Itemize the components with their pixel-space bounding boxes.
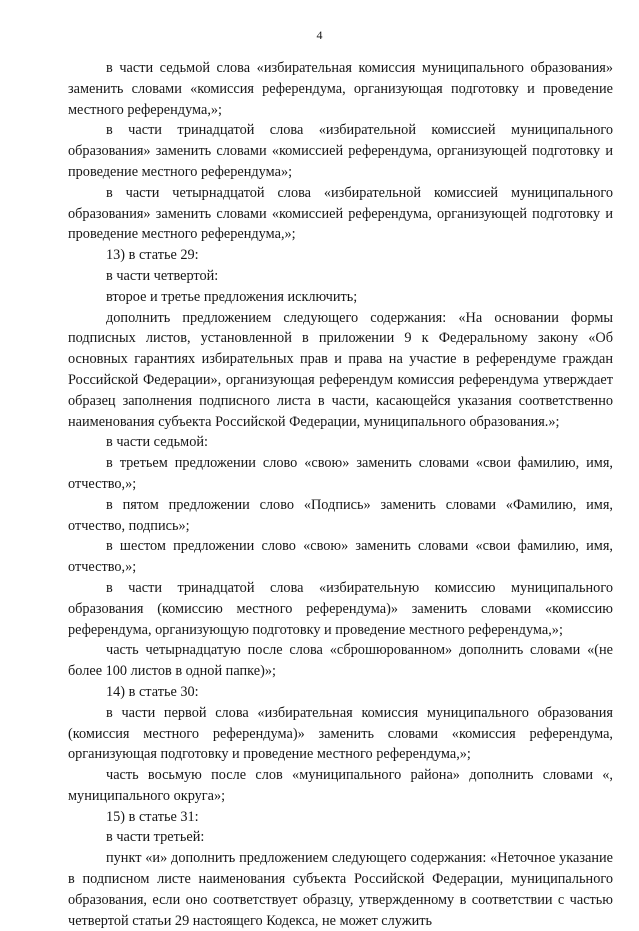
paragraph: в третьем предложении слово «свою» заменить словами «свои фамилию, имя, отчество,»; <box>68 455 613 492</box>
paragraph: 15) в статье 31: <box>106 808 199 825</box>
paragraph: дополнить предложением следующего содержания: «На основании формы подписных листов, установленной в приложении 9 к Федеральному закону «Об основных гарантиях избирательных прав и права на участие в референдуме граждан Российской Федерации», организующая референдум комиссия референдума утверждает образец заполнения подписного листа в части, касающейся указания соответственно наименования субъекта Российской Федерации, муниципального образования.»; <box>68 309 613 430</box>
paragraph: в части третьей: <box>106 829 205 846</box>
paragraph: часть четырнадцатую после слова «сброшюрованном» дополнить словами «(не более 100 листов в одной папке)»; <box>68 642 613 680</box>
paragraph: в пятом предложении слово «Подпись» заменить словами «Фамилию, имя, отчество, подпись»; <box>68 496 613 534</box>
paragraph: в части четырнадцатой слова «избирательной комиссией муниципального образования» заменить словами «комиссией референдума, организующей подготовку и проведение местного референдума,»; <box>68 184 613 243</box>
paragraph: в части седьмой слова «избирательная комиссия муниципального образования» заменить словами «комиссия референдума, организующая подготовку и проведение местного референдума,»; <box>68 60 613 118</box>
page-number: 4 <box>316 28 323 42</box>
paragraph: в части четвертой: <box>106 267 219 284</box>
paragraph: в части первой слова «избирательная комиссия муниципального образования (комиссия местного референдума)» заменить словами «комиссия референдума, организующая подготовку и проведение местного референдума,»; <box>68 704 613 763</box>
paragraph: 14) в статье 30: <box>106 683 199 700</box>
paragraph: пункт «и» дополнить предложением следующего содержания: «Неточное указание в подписном листе наименования субъекта Российской Федерации, муниципального образования, если оно соответствует образцу, утвержденному в соответствии с частью четвертой статьи 29 настоящего Кодекса, не может служить <box>68 850 613 929</box>
paragraph: в шестом предложении слово «свою» заменить словами «свои фамилию, имя, отчество,»; <box>68 538 613 576</box>
paragraph: часть восьмую после слов «муниципального района» дополнить словами «, муниципального округа»; <box>68 767 613 804</box>
paragraph: в части тринадцатой слова «избирательную комиссию муниципального образования (комиссию местного референдума)» заменить словами «комиссию референдума, организующую подготовку и проведение местного референдума,»; <box>68 579 613 638</box>
document-body <box>68 58 613 931</box>
paragraph: второе и третье предложения исключить; <box>106 288 358 305</box>
paragraph: в части тринадцатой слова «избирательной комиссией муниципального образования» заменить словами «комиссией референдума, организующей подготовку и проведение местного референдума»; <box>68 122 613 180</box>
paragraph: 13) в статье 29: <box>106 247 199 264</box>
paragraph: в части седьмой: <box>106 434 208 451</box>
